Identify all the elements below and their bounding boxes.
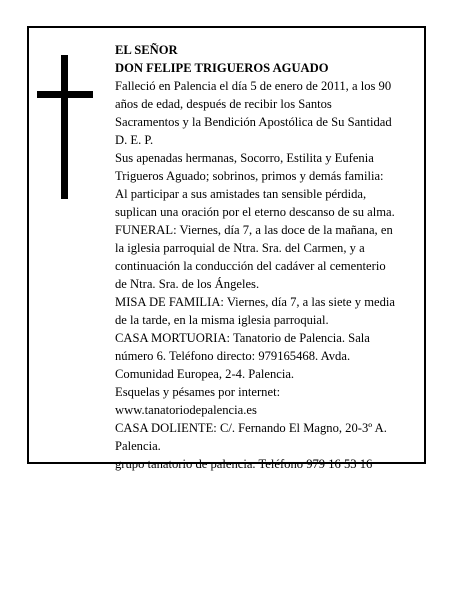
obituary-text [115,41,420,473]
obituary-line: Esquelas y pésames por internet: [115,385,281,399]
cross-icon [37,55,93,199]
obituary-line: grupo tanatorio de palencia. Teléfono 979 16 53 16 [115,457,373,471]
obituary-line: Trigueros Aguado; sobrinos, primos y demás familia: [115,169,384,183]
obituary-line: suplican una oración por el eterno descanso de su alma. [115,205,395,219]
obituary-line: CASA DOLIENTE: C/. Fernando El Magno, 20-3º A. [115,421,387,435]
obituary-line: de Ntra. Sra. de los Ángeles. [115,277,260,291]
obituary-line: Falleció en Palencia el día 5 de enero de 2011, a los 90 [115,79,392,93]
obituary-line: número 6. Teléfono directo: 979165468. Avda. [115,349,351,363]
obituary-line: de la tarde, en la misma iglesia parroquial. [115,313,329,327]
obituary-line: la iglesia parroquial de Ntra. Sra. del Carmen, y a [115,241,365,255]
obituary-line: D. E. P. [115,133,154,147]
obituary-line: MISA DE FAMILIA: Viernes, día 7, a las siete y media [115,295,395,309]
obituary-title-honorific: EL SEÑOR [115,43,178,57]
obituary-line: Sus apenadas hermanas, Socorro, Estilita y Eufenia [115,151,374,165]
obituary-notice [27,26,426,471]
obituary-line: Sacramentos y la Bendición Apostólica de Su Santidad [115,115,392,129]
obituary-line: Al participar a sus amistades tan sensible pérdida, [115,187,367,201]
obituary-line: CASA MORTUORIA: Tanatorio de Palencia. Sala [115,331,370,345]
obituary-line: Comunidad Europea, 2-4. Palencia. [115,367,295,381]
obituary-website: www.tanatoriodepalencia.es [115,403,257,417]
obituary-line: años de edad, después de recibir los Santos [115,97,332,111]
obituary-line: continuación la conducción del cadáver al cementerio [115,259,386,273]
cross-vertical-bar [61,55,68,199]
obituary-line: FUNERAL: Viernes, día 7, a las doce de la mañana, en [115,223,393,237]
obituary-title-name: DON FELIPE TRIGUEROS AGUADO [115,61,329,75]
cross-horizontal-bar [37,91,93,98]
obituary-line: Palencia. [115,439,161,453]
